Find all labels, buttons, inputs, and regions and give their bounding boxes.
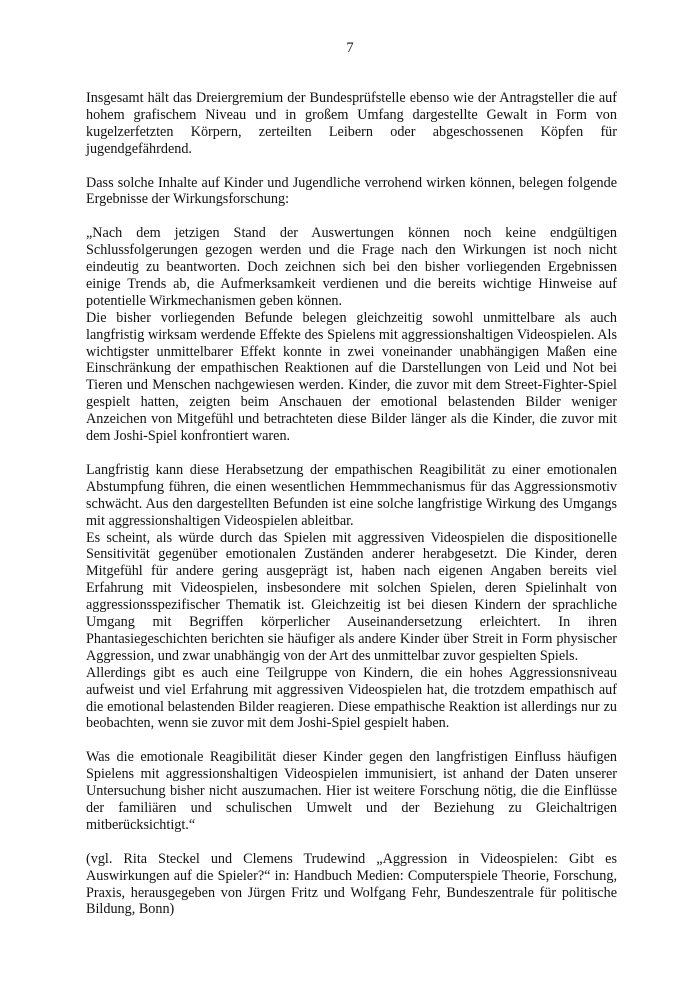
quote-paragraph-findings: Die bisher vorliegenden Befunde belegen gleichzeitig sowohl unmittelbare als auch langfristig wirksam werdende Effekte des Spielens mit aggressionshaltigen Videospielen. Als wichtigster unmittelbarer Effekt konnte in zwei voneinander unabhängigen Maßen eine Einschränkung der empathischen Reaktionen auf die Darstellungen von Leid und Not bei Tieren und Menschen nachgewiesen werden. Kinder, die zuvor mit dem Street-Fighter-Spiel gespielt hatten, zeigten beim Anschauen der emotional belastenden Bilder weniger Anzeichen von Mitgefühl und betrachteten diese Bilder länger als die Kinder, die zuvor mit dem Joshi-Spiel konfrontiert waren. — [86, 309, 617, 445]
paragraph-assessment: Insgesamt hält das Dreiergremium der Bundesprüfstelle ebenso wie der Antragsteller die auf hohem grafischem Niveau und in großem Umfang dargestellte Gewalt in Form von kugelzerfetzten Körpern, zerteilten Leibern oder abgeschossenen Köpfen für jugendgefährdend. — [86, 90, 617, 157]
document-body — [86, 90, 617, 918]
page-number: 7 — [346, 40, 354, 56]
quote-paragraph-long-term: Langfristig kann diese Herabsetzung der empathischen Reagibilität zu einer emotionalen Abstumpfung führen, die einen wesentlichen Hemmmechanismus für das Aggressionsmotiv schwächt. Aus den dargestellten Befunden ist eine solche langfristige Wirkung des Umgangs mit aggressionshaltigen Videospielen ableitbar. — [86, 461, 617, 529]
quote-paragraph-conclusion: Was die emotionale Reagibilität dieser Kinder gegen den langfristigen Einfluss häufigen Spielens mit aggressionshaltigen Videospielen immunisiert, ist anhand der Daten unserer Untersuchung bisher nicht auszumachen. Hier ist weitere Forschung nötig, die die Einflüsse der familiären und schulischen Umwelt und der Beziehung zu Gleichaltrigen mitberücksichtigt.“ — [86, 749, 617, 833]
quote-paragraph-subgroup: Allerdings gibt es auch eine Teilgruppe von Kindern, die ein hohes Aggressionsniveau aufweist und viel Erfahrung mit aggressiven Videospielen hat, die trotzdem empathisch auf die emotional belastenden Bilder reagieren. Diese empathische Reaktion ist allerdings nur zu beobachten, wenn sie zuvor mit dem Joshi-Spiel gespielt haben. — [86, 664, 617, 732]
paragraph-research-intro: Dass solche Inhalte auf Kinder und Jugendliche verrohend wirken können, belegen folgende Ergebnisse der Wirkungsforschung: — [86, 174, 617, 208]
quote-paragraph-sensitivity: Es scheint, als würde durch das Spielen mit aggressiven Videospielen die dispositionelle Sensitivität gegenüber emotionalen Zuständen anderer herabgesetzt. Die Kinder, deren Mitgefühl für andere gering ausgeprägt ist, haben nach eigenen Angaben bereits viel Erfahrung mit Videospielen, insbesondere mit solchen Spielen, deren Spielinhalt von aggressionsspezifischer Thematik ist. Gleichzeitig ist bei diesen Kindern der sprachliche Umgang mit Begriffen körperlicher Auseinandersetzung erleichtert. In ihren Phantasiegeschichten berichten sie häufiger als andere Kinder über Streit in Form physischer Aggression, und zwar unabhängig von der Art des unmittelbar zuvor gespielten Spiels. — [86, 529, 617, 664]
citation: (vgl. Rita Steckel und Clemens Trudewind „Aggression in Videospielen: Gibt es Auswirkungen auf die Spieler?“ in: Handbuch Medien: Computerspiele Theorie, Forschung, Praxis, herausgegeben von Jürgen Fritz und Wolfgang Fehr, Bundeszentrale für politische Bildung, Bonn) — [86, 850, 617, 918]
quote-paragraph-trends: „Nach dem jetzigen Stand der Auswertungen können noch keine endgültigen Schlussfolgerungen gezogen werden und die Frage nach den Wirkungen ist noch nicht eindeutig zu beantworten. Doch zeichnen sich bei den bisher vorliegenden Ergebnissen einige Trends ab, die Aufmerksamkeit verdienen und die bereits wichtige Hinweise auf potentielle Wirkmechanismen geben können. — [86, 225, 617, 309]
